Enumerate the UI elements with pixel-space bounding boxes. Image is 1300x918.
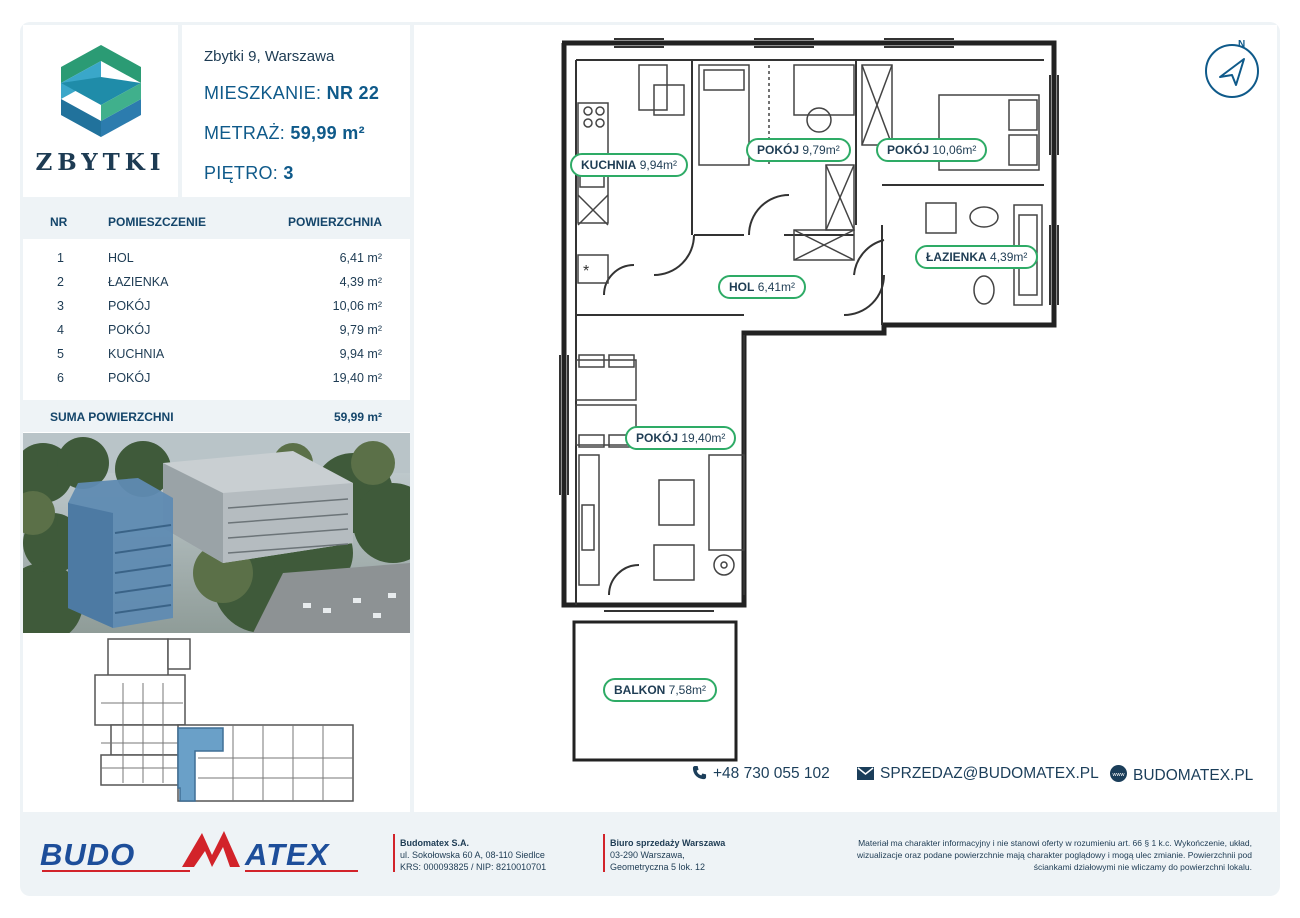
address: Zbytki 9, Warszawa — [204, 48, 335, 65]
col-header-area: POWIERZCHNIA — [288, 215, 382, 229]
room-name: HOL — [729, 280, 755, 294]
row-area: 19,40 m² — [332, 371, 382, 385]
contact-email[interactable] — [857, 765, 1099, 785]
svg-text:N: N — [1238, 39, 1246, 50]
building-keyplan — [23, 633, 410, 812]
apartment-number — [204, 83, 379, 104]
footer-divider — [393, 834, 395, 872]
room-area: 10,06m² — [932, 143, 977, 157]
room-label-bedroom-4 — [746, 138, 851, 162]
building-aerial-image — [23, 433, 410, 633]
apartment-value: NR 22 — [326, 83, 380, 103]
total-value: 59,99 m² — [333, 410, 382, 424]
office-street: Geometryczna 5 lok. 12 — [610, 862, 706, 872]
contact-phone[interactable] — [692, 765, 830, 785]
legal-disclaimer — [812, 837, 1252, 873]
area-label: METRAŻ: — [204, 123, 286, 143]
apartment-label: MIESZKANIE: — [204, 83, 322, 103]
row-nr: 1 — [57, 251, 64, 265]
footer-logo — [40, 825, 360, 875]
room-label-kitchen — [570, 153, 688, 177]
brand-name: ZBYTKI — [35, 149, 166, 176]
room-area: 19,40m² — [681, 431, 726, 445]
compass-north-icon — [1206, 39, 1258, 97]
row-room: KUCHNIA — [108, 347, 165, 361]
table-row — [23, 294, 410, 318]
room-area: 9,94m² — [639, 158, 678, 172]
room-name: ŁAZIENKA — [926, 250, 987, 264]
table-row — [23, 366, 410, 390]
row-nr: 5 — [57, 347, 64, 361]
row-nr: 3 — [57, 299, 64, 313]
email-address: SPRZEDAZ@BUDOMATEX.PL — [880, 765, 1099, 782]
room-label-bathroom — [915, 245, 1038, 269]
total-label: SUMA POWIERZCHNI — [50, 410, 174, 424]
col-header-room: POMIESZCZENIE — [108, 215, 207, 229]
office-city: 03-290 Warszawa, — [610, 850, 685, 860]
room-label-bedroom-3 — [876, 138, 987, 162]
room-label-hall — [718, 275, 806, 299]
room-name: BALKON — [614, 683, 666, 697]
area-value: 59,99 m² — [290, 123, 365, 143]
company-name: Budomatex S.A. — [400, 838, 470, 848]
row-nr: 4 — [57, 323, 64, 337]
row-area: 9,94 m² — [339, 347, 382, 361]
row-room: POKÓJ — [108, 323, 151, 337]
room-label-balcony — [603, 678, 717, 702]
legal-line: wizualizacje oraz podane powierzchnie mają charakter poglądowy i mogą ulec zmianie. Powierzchnii pod — [857, 850, 1252, 860]
room-area: 4,39m² — [990, 250, 1028, 264]
contact-website[interactable] — [1110, 765, 1253, 787]
total-area-row — [23, 400, 410, 432]
room-label-living — [625, 426, 736, 450]
company-info — [400, 837, 546, 873]
phone-icon — [692, 765, 707, 785]
room-name: POKÓJ — [887, 143, 930, 157]
table-row — [23, 270, 410, 294]
office-name: Biuro sprzedaży Warszawa — [610, 838, 726, 848]
building-photo — [23, 433, 410, 633]
kitchen-appliance-symbol: * — [583, 263, 590, 280]
col-header-nr: NR — [50, 215, 68, 229]
floor-label: PIĘTRO: — [204, 163, 279, 183]
logo-text-right: ATEX — [245, 837, 330, 872]
room-name: KUCHNIA — [581, 158, 637, 172]
www-icon-text: www — [1112, 772, 1125, 778]
row-room: ŁAZIENKA — [108, 275, 169, 289]
budomatex-logo-icon — [40, 825, 360, 875]
rooms-table — [23, 239, 410, 400]
apartment-area — [204, 123, 365, 144]
logo-text-left: BUDO — [40, 837, 136, 872]
apartment-floor — [204, 163, 294, 184]
row-area: 9,79 m² — [339, 323, 382, 337]
row-area: 6,41 m² — [339, 251, 382, 265]
apartment-info — [182, 25, 410, 197]
phone-number: +48 730 055 102 — [713, 765, 830, 782]
room-area: 9,79m² — [802, 143, 840, 157]
legal-line: ściankami działowymi nie wliczamy do powierzchni lokalu. — [1033, 862, 1252, 872]
room-name: POKÓJ — [636, 431, 679, 445]
room-area: 6,41m² — [757, 280, 796, 294]
envelope-icon — [857, 767, 874, 785]
company-address: ul. Sokołowska 60 A, 08-110 Siedlce — [400, 850, 545, 860]
rooms-table-header — [23, 201, 410, 239]
table-row — [23, 318, 410, 342]
website-url: BUDOMATEX.PL — [1133, 767, 1254, 784]
row-room: POKÓJ — [108, 299, 151, 313]
floor-value: 3 — [283, 163, 294, 183]
globe-www-icon — [1110, 765, 1127, 787]
row-area: 10,06 m² — [332, 299, 382, 313]
row-room: HOL — [108, 251, 134, 265]
row-nr: 6 — [57, 371, 64, 385]
legal-line: Materiał ma charakter informacyjny i nie stanowi oferty w rozumieniu art. 66 § 1 k.c. Wykończenie, układ, — [858, 838, 1252, 848]
table-row — [23, 342, 410, 366]
brand-logo — [23, 25, 178, 197]
table-row — [23, 246, 410, 270]
sales-office-info — [610, 837, 725, 873]
footer-divider — [603, 834, 605, 872]
room-name: POKÓJ — [757, 143, 800, 157]
room-area: 7,58m² — [668, 683, 707, 697]
keyplan-diagram — [23, 633, 410, 812]
row-room: POKÓJ — [108, 371, 151, 385]
company-ids: KRS: 000093825 / NIP: 8210010701 — [400, 862, 547, 872]
row-area: 4,39 m² — [339, 275, 382, 289]
row-nr: 2 — [57, 275, 64, 289]
